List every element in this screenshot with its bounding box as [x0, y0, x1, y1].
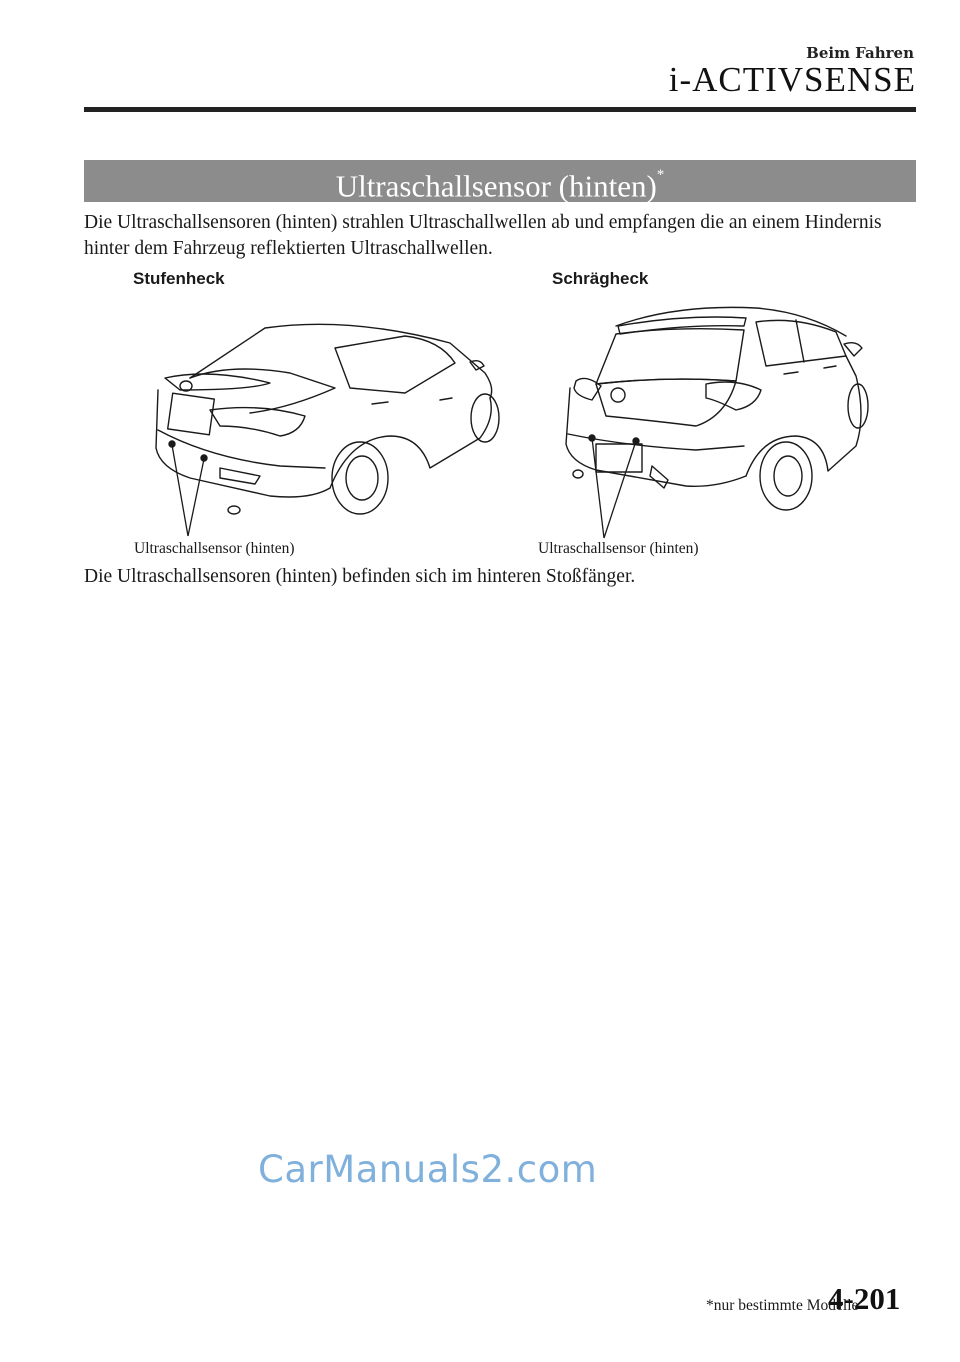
- hatch-door-handle-front: [824, 366, 836, 368]
- section-title: i-ACTIVSENSE: [668, 60, 916, 99]
- hatch-callout-line-left: [592, 438, 604, 538]
- location-paragraph: Die Ultraschallsensoren (hinten) befinden sich im hinteren Stoßfänger.: [84, 566, 636, 587]
- hatch-rear-wheel-rim: [774, 456, 802, 496]
- watermark: CarManuals2.com: [258, 1148, 598, 1191]
- sedan-callout-lines: [150, 440, 270, 540]
- hatch-door-handle: [784, 372, 798, 374]
- sedan-rear-window: [190, 369, 335, 413]
- hatch-rear-wheel: [760, 442, 812, 510]
- page-number: 4-201: [828, 1281, 901, 1316]
- chapter-title: Beim Fahren: [806, 44, 914, 62]
- hatchback-label: Schrägheck: [552, 269, 649, 288]
- hatchback-callout-lines: [556, 434, 676, 544]
- hatch-front-wheel: [848, 384, 868, 428]
- page-title: Ultraschallsensor (hinten): [335, 168, 657, 204]
- sedan-side-window: [335, 336, 455, 393]
- hatch-callout-line-right: [604, 441, 636, 538]
- sedan-callout-line-left: [172, 445, 188, 536]
- sedan-rear-wheel-rim: [346, 456, 378, 500]
- hatch-mirror: [844, 343, 862, 356]
- hatchback-sensor-callout: Ultraschallsensor (hinten): [538, 540, 699, 557]
- sedan-roof-line: [190, 324, 492, 398]
- sedan-license-plate: [168, 393, 215, 434]
- sedan-callout-line-right: [188, 459, 204, 536]
- footnote: *nur bestimmte Modelle: [706, 1297, 859, 1314]
- sedan-sensor-callout: Ultraschallsensor (hinten): [134, 540, 295, 557]
- optional-marker: *: [656, 167, 665, 183]
- sedan-label: Stufenheck: [133, 269, 225, 288]
- sedan-door-handle: [372, 402, 388, 404]
- page-title-bar: [84, 160, 916, 202]
- header-rule: [84, 107, 916, 112]
- sedan-door-handle-front: [440, 398, 452, 400]
- hatch-tail-lamp-right: [706, 382, 761, 410]
- hatch-b-pillar: [796, 320, 804, 362]
- intro-paragraph: Die Ultraschallsensoren (hinten) strahlen Ultraschallwellen ab und empfangen die an einem Hindernis hinter dem Fahrzeug reflektierten Ultraschallwellen.: [84, 212, 882, 259]
- hatch-rear-window: [596, 329, 744, 384]
- hatch-emblem: [611, 388, 625, 402]
- sedan-front-wheel: [471, 394, 499, 442]
- sedan-rear-wheel: [332, 442, 388, 514]
